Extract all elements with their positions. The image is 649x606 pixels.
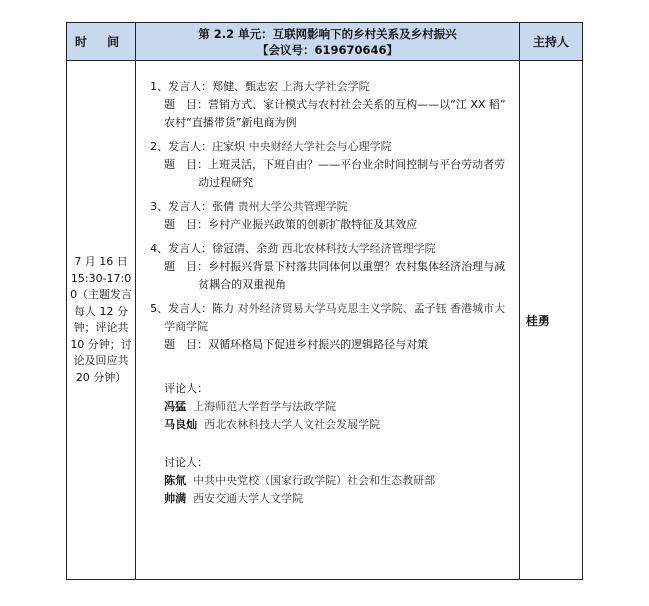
speaker-entry: 5、发言人：陈力 对外经济贸易大学马克思主义学院、孟子钰 香港城市大 学商学院 题 目：双循环格局下促进乡村振兴的逻辑路径与对策 xyxy=(150,302,506,351)
talk-title: 营销方式、家计模式与农村社会关系的互构——以“江 XX 稻” xyxy=(208,98,506,111)
talk-title: 上班灵活，下班自由？——平台业余时间控制与平台劳动者劳 xyxy=(208,158,506,171)
discussants-label: 讨论人： xyxy=(164,456,209,469)
session-row xyxy=(67,61,583,580)
time-line: 20 分钟） xyxy=(75,370,127,384)
program-cell xyxy=(136,61,520,580)
talk-title-cont: 贫耦合的双重视角 xyxy=(198,278,287,291)
discussants-section xyxy=(142,454,513,508)
discussant: 帅满 西安交通大学人文学院 xyxy=(164,492,304,505)
speaker-affiliation-cont: 学商学院 xyxy=(164,320,209,333)
time-line: 10 分钟；讨 xyxy=(70,337,132,351)
speaker-affiliation: 贵州大学公共管理学院 xyxy=(237,200,348,213)
host-cell: 桂勇 xyxy=(519,61,582,580)
meeting-id: 【会议号：619670646】 xyxy=(256,43,398,57)
commentator: 冯猛 上海师范大学哲学与法政学院 xyxy=(164,400,337,413)
header-row xyxy=(67,23,583,61)
speaker-affiliation: 上海大学社会学院 xyxy=(281,80,370,93)
talk-title: 双循环格局下促进乡村振兴的逻辑路径与对策 xyxy=(208,338,429,351)
talk-title-cont: 动过程研究 xyxy=(198,176,254,189)
speaker-name: 陈力 xyxy=(212,302,235,315)
speaker-name: 庄家炽 xyxy=(212,140,246,153)
speaker-entry: 2、发言人：庄家炽 中央财经大学社会与心理学院 题 目：上班灵活，下班自由？——平台业余时间控制与平台劳动者劳 动过程研究 xyxy=(150,140,506,189)
speaker-entry: 1、发言人：郑健、甄志宏 上海大学社会学院 题 目：营销方式、家计模式与农村社会关系的互构——以“江 XX 稻” 农村“直播带货”新电商为例 xyxy=(150,80,506,129)
speaker-affiliation: 香港城市大 xyxy=(450,302,506,315)
speaker-affiliation: 西北农林科技大学经济管理学院 xyxy=(281,242,436,255)
speaker-name: 徐冠清、余劲 xyxy=(212,242,279,255)
speaker-name: 张倩 xyxy=(212,200,235,213)
commentators-section xyxy=(142,380,513,434)
speaker-entry: 4、发言人：徐冠清、余劲 西北农林科技大学经济管理学院 题 目：乡村振兴背景下村落共同体何以重塑？农村集体经济治理与减 贫耦合的双重视角 xyxy=(150,242,506,291)
commentator: 马良灿 西北农林科技大学人文社会发展学院 xyxy=(164,418,381,431)
talk-title: 乡村振兴背景下村落共同体何以重塑？农村集体经济治理与减 xyxy=(208,260,506,273)
speaker-affiliation: 对外经济贸易大学马克思主义学院、 xyxy=(237,302,414,315)
time-line: 每人 12 分 xyxy=(74,304,129,318)
time-header: 时 间 xyxy=(67,23,136,61)
time-line: 15:30-17:0 xyxy=(70,271,132,285)
speaker-entry: 3、发言人：张倩 贵州大学公共管理学院 题 目：乡村产业振兴政策的创新扩散特征及其效应 xyxy=(150,200,418,231)
time-line: 7 月 16 日 xyxy=(74,255,128,268)
discussant: 陈氚 中共中央党校（国家行政学院）社会和生态教研部 xyxy=(164,474,436,487)
host-header: 主持人 xyxy=(519,23,582,61)
talk-title-cont: 农村“直播带货”新电商为例 xyxy=(164,116,297,129)
time-line: 论及回应共 xyxy=(73,354,129,367)
session-title: 第 2.2 单元：互联网影响下的乡村关系及乡村振兴 xyxy=(198,27,457,41)
schedule-table xyxy=(66,22,583,580)
time-cell xyxy=(67,61,136,580)
time-line: 0（主题发言 xyxy=(70,288,133,301)
speaker-name: 孟子钰 xyxy=(413,302,447,315)
commentators-label: 评论人： xyxy=(164,382,209,395)
time-line: 钟；评论共 xyxy=(73,321,129,334)
speaker-name: 郑健、甄志宏 xyxy=(212,80,279,93)
talk-title: 乡村产业振兴政策的创新扩散特征及其效应 xyxy=(208,218,418,231)
session-header xyxy=(136,23,520,61)
speaker-affiliation: 中央财经大学社会与心理学院 xyxy=(248,140,392,153)
